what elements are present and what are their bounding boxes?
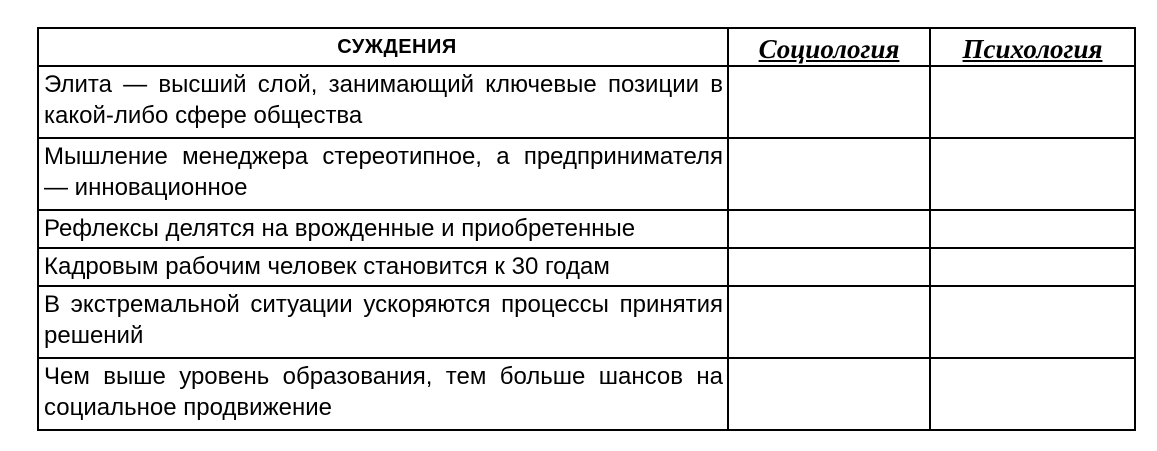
psychology-answer-cell[interactable] bbox=[930, 210, 1135, 248]
sociology-answer-cell[interactable] bbox=[728, 210, 930, 248]
table-header-row bbox=[38, 28, 1135, 66]
table-row bbox=[38, 286, 1135, 358]
judgement-text: В экстремальной ситуации ускоряются процессы принятия решений bbox=[38, 286, 728, 358]
sociology-answer-cell[interactable] bbox=[728, 66, 930, 138]
table-row bbox=[38, 66, 1135, 138]
header-judgements: СУЖДЕНИЯ bbox=[38, 28, 728, 66]
judgement-text: Рефлексы делятся на врожденные и приобретенные bbox=[38, 210, 728, 248]
judgement-text: Кадровым рабочим человек становится к 30 годам bbox=[38, 248, 728, 286]
sociology-answer-cell[interactable] bbox=[728, 138, 930, 210]
table-row bbox=[38, 138, 1135, 210]
judgement-text: Чем выше уровень образования, тем больше шансов на социальное продвижение bbox=[38, 358, 728, 430]
psychology-answer-cell[interactable] bbox=[930, 66, 1135, 138]
psychology-answer-cell[interactable] bbox=[930, 248, 1135, 286]
sociology-answer-cell[interactable] bbox=[728, 358, 930, 430]
judgement-text: Элита — высший слой, занимающий ключевые позиции в какой-либо сфере общества bbox=[38, 66, 728, 138]
table-row bbox=[38, 248, 1135, 286]
header-psychology: Психология bbox=[930, 28, 1135, 66]
psychology-answer-cell[interactable] bbox=[930, 138, 1135, 210]
table-row bbox=[38, 358, 1135, 430]
sociology-answer-cell[interactable] bbox=[728, 248, 930, 286]
header-sociology: Социология bbox=[728, 28, 930, 66]
judgements-table bbox=[37, 27, 1136, 431]
psychology-answer-cell[interactable] bbox=[930, 286, 1135, 358]
sociology-answer-cell[interactable] bbox=[728, 286, 930, 358]
psychology-answer-cell[interactable] bbox=[930, 358, 1135, 430]
judgements-table-container bbox=[37, 27, 1134, 431]
judgement-text: Мышление менеджера стереотипное, а предпринимателя — инновационное bbox=[38, 138, 728, 210]
table-row bbox=[38, 210, 1135, 248]
